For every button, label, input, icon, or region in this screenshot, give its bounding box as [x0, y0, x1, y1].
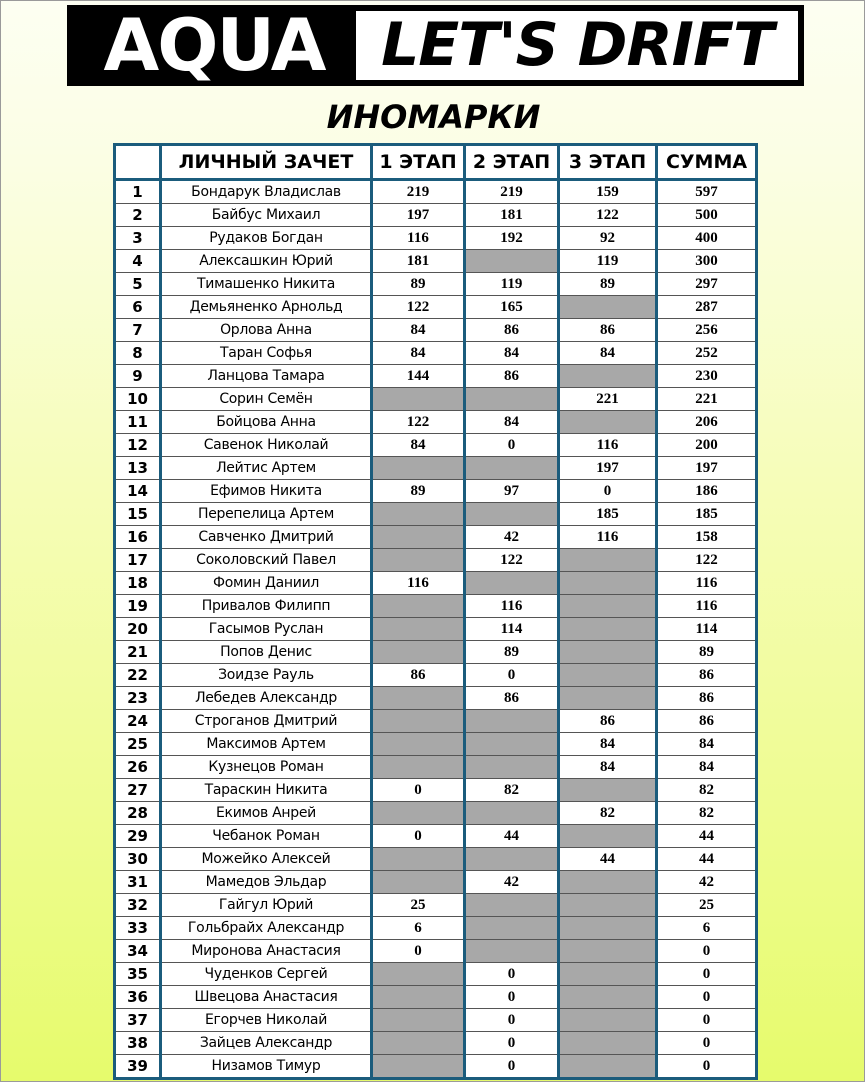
position-cell: 16 — [115, 526, 161, 549]
driver-name-cell: Ланцова Тамара — [161, 365, 372, 388]
stage-2-score-cell: 84 — [465, 411, 559, 434]
table-row — [115, 480, 757, 503]
total-score-cell: 44 — [657, 848, 757, 871]
stage-3-score-cell: 197 — [559, 457, 657, 480]
stage-3-score-empty-cell — [559, 411, 657, 434]
total-score-cell: 0 — [657, 940, 757, 963]
table-row — [115, 1032, 757, 1055]
driver-name-cell: Сорин Семён — [161, 388, 372, 411]
stage-1-score-empty-cell — [372, 710, 465, 733]
stage-1-score-empty-cell — [372, 1055, 465, 1079]
stage-1-score-cell: 122 — [372, 296, 465, 319]
driver-name-cell: Мамедов Эльдар — [161, 871, 372, 894]
stage-1-score-empty-cell — [372, 641, 465, 664]
stage-2-score-cell: 97 — [465, 480, 559, 503]
stage-3-score-empty-cell — [559, 1055, 657, 1079]
total-score-cell: 84 — [657, 756, 757, 779]
total-score-cell: 86 — [657, 710, 757, 733]
header-stage-3: 3 ЭТАП — [559, 145, 657, 180]
position-cell: 36 — [115, 986, 161, 1009]
position-cell: 6 — [115, 296, 161, 319]
stage-2-score-cell: 0 — [465, 986, 559, 1009]
stage-3-score-empty-cell — [559, 595, 657, 618]
table-row — [115, 894, 757, 917]
stage-1-score-empty-cell — [372, 503, 465, 526]
total-score-cell: 185 — [657, 503, 757, 526]
stage-1-score-cell: 25 — [372, 894, 465, 917]
stage-2-score-cell: 192 — [465, 227, 559, 250]
table-row — [115, 411, 757, 434]
stage-3-score-cell: 84 — [559, 342, 657, 365]
total-score-cell: 122 — [657, 549, 757, 572]
position-cell: 39 — [115, 1055, 161, 1079]
driver-name-cell: Орлова Анна — [161, 319, 372, 342]
stage-1-score-cell: 0 — [372, 779, 465, 802]
position-cell: 7 — [115, 319, 161, 342]
stage-1-score-empty-cell — [372, 1032, 465, 1055]
driver-name-cell: Можейко Алексей — [161, 848, 372, 871]
stage-3-score-empty-cell — [559, 641, 657, 664]
driver-name-cell: Привалов Филипп — [161, 595, 372, 618]
header-stage-2: 2 ЭТАП — [465, 145, 559, 180]
total-score-cell: 0 — [657, 986, 757, 1009]
stage-3-score-cell: 116 — [559, 434, 657, 457]
position-cell: 32 — [115, 894, 161, 917]
stage-2-score-empty-cell — [465, 572, 559, 595]
position-cell: 21 — [115, 641, 161, 664]
stage-2-score-empty-cell — [465, 848, 559, 871]
stage-2-score-cell: 181 — [465, 204, 559, 227]
total-score-cell: 114 — [657, 618, 757, 641]
stage-1-score-cell: 0 — [372, 940, 465, 963]
stage-1-score-cell: 122 — [372, 411, 465, 434]
table-row — [115, 687, 757, 710]
stage-2-score-empty-cell — [465, 894, 559, 917]
total-score-cell: 597 — [657, 180, 757, 204]
stage-3-score-empty-cell — [559, 871, 657, 894]
stage-2-score-cell: 0 — [465, 1009, 559, 1032]
driver-name-cell: Низамов Тимур — [161, 1055, 372, 1079]
stage-1-score-empty-cell — [372, 549, 465, 572]
table-row — [115, 388, 757, 411]
driver-name-cell: Чебанок Роман — [161, 825, 372, 848]
driver-name-cell: Бойцова Анна — [161, 411, 372, 434]
stage-2-score-empty-cell — [465, 457, 559, 480]
stage-2-score-empty-cell — [465, 940, 559, 963]
driver-name-cell: Перепелица Артем — [161, 503, 372, 526]
position-cell: 25 — [115, 733, 161, 756]
stage-3-score-empty-cell — [559, 917, 657, 940]
driver-name-cell: Савенок Николай — [161, 434, 372, 457]
total-score-cell: 0 — [657, 1055, 757, 1079]
table-header-row — [115, 145, 757, 180]
stage-2-score-cell: 42 — [465, 526, 559, 549]
driver-name-cell: Швецова Анастасия — [161, 986, 372, 1009]
total-score-cell: 0 — [657, 1009, 757, 1032]
driver-name-cell: Савченко Дмитрий — [161, 526, 372, 549]
total-score-cell: 86 — [657, 687, 757, 710]
position-cell: 23 — [115, 687, 161, 710]
position-cell: 4 — [115, 250, 161, 273]
table-row — [115, 664, 757, 687]
stage-3-score-empty-cell — [559, 549, 657, 572]
driver-name-cell: Максимов Артем — [161, 733, 372, 756]
table-row — [115, 273, 757, 296]
stage-2-score-cell: 0 — [465, 963, 559, 986]
stage-2-score-cell: 116 — [465, 595, 559, 618]
stage-1-score-cell: 84 — [372, 319, 465, 342]
position-cell: 26 — [115, 756, 161, 779]
driver-name-cell: Чуденков Сергей — [161, 963, 372, 986]
table-row — [115, 779, 757, 802]
table-row — [115, 940, 757, 963]
driver-name-cell: Фомин Даниил — [161, 572, 372, 595]
table-row — [115, 618, 757, 641]
position-cell: 5 — [115, 273, 161, 296]
driver-name-cell: Тимашенко Никита — [161, 273, 372, 296]
position-cell: 3 — [115, 227, 161, 250]
table-row — [115, 457, 757, 480]
header-stage-1: 1 ЭТАП — [372, 145, 465, 180]
stage-1-score-cell: 116 — [372, 227, 465, 250]
stage-2-score-cell: 119 — [465, 273, 559, 296]
stage-2-score-cell: 0 — [465, 1055, 559, 1079]
stage-1-score-cell: 197 — [372, 204, 465, 227]
table-row — [115, 710, 757, 733]
table-row — [115, 227, 757, 250]
table-row — [115, 802, 757, 825]
driver-name-cell: Таран Софья — [161, 342, 372, 365]
table-row — [115, 180, 757, 204]
stage-3-score-cell: 89 — [559, 273, 657, 296]
stage-1-score-cell: 86 — [372, 664, 465, 687]
total-score-cell: 0 — [657, 1032, 757, 1055]
stage-1-score-empty-cell — [372, 756, 465, 779]
table-row — [115, 825, 757, 848]
position-cell: 10 — [115, 388, 161, 411]
driver-name-cell: Строганов Дмитрий — [161, 710, 372, 733]
stage-3-score-cell: 185 — [559, 503, 657, 526]
table-row — [115, 756, 757, 779]
position-cell: 35 — [115, 963, 161, 986]
standings-body — [115, 180, 757, 1079]
table-row — [115, 296, 757, 319]
stage-2-score-empty-cell — [465, 503, 559, 526]
stage-2-score-cell: 219 — [465, 180, 559, 204]
stage-2-score-empty-cell — [465, 802, 559, 825]
stage-3-score-cell: 116 — [559, 526, 657, 549]
stage-2-score-cell: 0 — [465, 1032, 559, 1055]
stage-2-score-cell: 114 — [465, 618, 559, 641]
stage-1-score-cell: 84 — [372, 342, 465, 365]
stage-1-score-cell: 116 — [372, 572, 465, 595]
stage-1-score-cell: 144 — [372, 365, 465, 388]
stage-2-score-cell: 44 — [465, 825, 559, 848]
total-score-cell: 84 — [657, 733, 757, 756]
stage-3-score-cell: 86 — [559, 319, 657, 342]
stage-1-score-empty-cell — [372, 457, 465, 480]
stage-1-score-empty-cell — [372, 1009, 465, 1032]
total-score-cell: 221 — [657, 388, 757, 411]
stage-1-score-cell: 181 — [372, 250, 465, 273]
stage-3-score-empty-cell — [559, 296, 657, 319]
total-score-cell: 500 — [657, 204, 757, 227]
table-row — [115, 572, 757, 595]
stage-2-score-cell: 89 — [465, 641, 559, 664]
position-cell: 18 — [115, 572, 161, 595]
total-score-cell: 197 — [657, 457, 757, 480]
stage-3-score-empty-cell — [559, 687, 657, 710]
total-score-cell: 158 — [657, 526, 757, 549]
stage-3-score-cell: 0 — [559, 480, 657, 503]
stage-1-score-cell: 219 — [372, 180, 465, 204]
stage-2-score-cell: 0 — [465, 664, 559, 687]
stage-1-score-empty-cell — [372, 687, 465, 710]
position-cell: 11 — [115, 411, 161, 434]
stage-1-score-cell: 6 — [372, 917, 465, 940]
stage-2-score-cell: 42 — [465, 871, 559, 894]
driver-name-cell: Гайгул Юрий — [161, 894, 372, 917]
table-row — [115, 434, 757, 457]
stage-3-score-cell: 92 — [559, 227, 657, 250]
driver-name-cell: Лейтис Артем — [161, 457, 372, 480]
driver-name-cell: Егорчев Николай — [161, 1009, 372, 1032]
driver-name-cell: Попов Денис — [161, 641, 372, 664]
driver-name-cell: Ефимов Никита — [161, 480, 372, 503]
total-score-cell: 300 — [657, 250, 757, 273]
total-score-cell: 116 — [657, 595, 757, 618]
stage-3-score-empty-cell — [559, 618, 657, 641]
table-row — [115, 526, 757, 549]
stage-1-score-empty-cell — [372, 802, 465, 825]
position-cell: 31 — [115, 871, 161, 894]
stage-2-score-cell: 86 — [465, 687, 559, 710]
stage-1-score-cell: 89 — [372, 273, 465, 296]
stage-3-score-cell: 84 — [559, 733, 657, 756]
position-cell: 28 — [115, 802, 161, 825]
position-cell: 9 — [115, 365, 161, 388]
stage-3-score-empty-cell — [559, 1032, 657, 1055]
stage-1-score-empty-cell — [372, 871, 465, 894]
stage-1-score-empty-cell — [372, 526, 465, 549]
position-cell: 30 — [115, 848, 161, 871]
stage-1-score-empty-cell — [372, 388, 465, 411]
position-cell: 12 — [115, 434, 161, 457]
header-name: ЛИЧНЫЙ ЗАЧЕТ — [161, 145, 372, 180]
event-logo — [67, 5, 804, 86]
table-row — [115, 319, 757, 342]
stage-3-score-empty-cell — [559, 940, 657, 963]
position-cell: 15 — [115, 503, 161, 526]
table-row — [115, 549, 757, 572]
stage-2-score-empty-cell — [465, 250, 559, 273]
stage-2-score-cell: 165 — [465, 296, 559, 319]
position-cell: 1 — [115, 180, 161, 204]
stage-3-score-empty-cell — [559, 986, 657, 1009]
total-score-cell: 82 — [657, 779, 757, 802]
total-score-cell: 42 — [657, 871, 757, 894]
position-cell: 20 — [115, 618, 161, 641]
total-score-cell: 44 — [657, 825, 757, 848]
position-cell: 27 — [115, 779, 161, 802]
driver-name-cell: Миронова Анастасия — [161, 940, 372, 963]
stage-3-score-cell: 122 — [559, 204, 657, 227]
table-row — [115, 342, 757, 365]
total-score-cell: 206 — [657, 411, 757, 434]
table-row — [115, 963, 757, 986]
position-cell: 29 — [115, 825, 161, 848]
driver-name-cell: Лебедев Александр — [161, 687, 372, 710]
driver-name-cell: Демьяненко Арнольд — [161, 296, 372, 319]
table-row — [115, 848, 757, 871]
standings-table — [113, 143, 758, 1080]
total-score-cell: 116 — [657, 572, 757, 595]
header-total: СУММА — [657, 145, 757, 180]
driver-name-cell: Бондарук Владислав — [161, 180, 372, 204]
position-cell: 13 — [115, 457, 161, 480]
table-row — [115, 250, 757, 273]
driver-name-cell: Гасымов Руслан — [161, 618, 372, 641]
total-score-cell: 256 — [657, 319, 757, 342]
logo-aqua-text: AQUA — [103, 3, 325, 87]
total-score-cell: 82 — [657, 802, 757, 825]
table-row — [115, 871, 757, 894]
stage-3-score-cell: 82 — [559, 802, 657, 825]
stage-1-score-empty-cell — [372, 848, 465, 871]
stage-3-score-cell: 119 — [559, 250, 657, 273]
table-row — [115, 733, 757, 756]
header-position — [115, 145, 161, 180]
driver-name-cell: Екимов Анрей — [161, 802, 372, 825]
driver-name-cell: Соколовский Павел — [161, 549, 372, 572]
stage-3-score-empty-cell — [559, 572, 657, 595]
total-score-cell: 6 — [657, 917, 757, 940]
driver-name-cell: Рудаков Богдан — [161, 227, 372, 250]
driver-name-cell: Гольбрайх Александр — [161, 917, 372, 940]
stage-3-score-cell: 86 — [559, 710, 657, 733]
stage-3-score-cell: 221 — [559, 388, 657, 411]
table-row — [115, 917, 757, 940]
stage-2-score-empty-cell — [465, 917, 559, 940]
stage-3-score-empty-cell — [559, 664, 657, 687]
position-cell: 2 — [115, 204, 161, 227]
table-row — [115, 1055, 757, 1079]
total-score-cell: 200 — [657, 434, 757, 457]
stage-3-score-empty-cell — [559, 365, 657, 388]
table-row — [115, 365, 757, 388]
table-row — [115, 595, 757, 618]
stage-2-score-empty-cell — [465, 733, 559, 756]
table-row — [115, 641, 757, 664]
stage-1-score-cell: 89 — [372, 480, 465, 503]
driver-name-cell: Алексашкин Юрий — [161, 250, 372, 273]
total-score-cell: 186 — [657, 480, 757, 503]
table-row — [115, 986, 757, 1009]
total-score-cell: 287 — [657, 296, 757, 319]
total-score-cell: 25 — [657, 894, 757, 917]
position-cell: 37 — [115, 1009, 161, 1032]
position-cell: 14 — [115, 480, 161, 503]
total-score-cell: 0 — [657, 963, 757, 986]
stage-2-score-cell: 82 — [465, 779, 559, 802]
stage-1-score-empty-cell — [372, 963, 465, 986]
position-cell: 22 — [115, 664, 161, 687]
total-score-cell: 89 — [657, 641, 757, 664]
stage-3-score-cell: 159 — [559, 180, 657, 204]
stage-3-score-cell: 84 — [559, 756, 657, 779]
stage-1-score-empty-cell — [372, 986, 465, 1009]
stage-2-score-cell: 86 — [465, 319, 559, 342]
position-cell: 19 — [115, 595, 161, 618]
driver-name-cell: Байбус Михаил — [161, 204, 372, 227]
stage-2-score-cell: 86 — [465, 365, 559, 388]
position-cell: 8 — [115, 342, 161, 365]
stage-2-score-cell: 122 — [465, 549, 559, 572]
driver-name-cell: Зайцев Александр — [161, 1032, 372, 1055]
stage-1-score-cell: 0 — [372, 825, 465, 848]
stage-3-score-empty-cell — [559, 779, 657, 802]
stage-3-score-empty-cell — [559, 1009, 657, 1032]
total-score-cell: 252 — [657, 342, 757, 365]
table-row — [115, 204, 757, 227]
position-cell: 24 — [115, 710, 161, 733]
stage-3-score-empty-cell — [559, 963, 657, 986]
driver-name-cell: Тараскин Никита — [161, 779, 372, 802]
driver-name-cell: Кузнецов Роман — [161, 756, 372, 779]
stage-3-score-empty-cell — [559, 825, 657, 848]
position-cell: 34 — [115, 940, 161, 963]
stage-3-score-empty-cell — [559, 894, 657, 917]
table-row — [115, 1009, 757, 1032]
stage-1-score-empty-cell — [372, 733, 465, 756]
stage-1-score-empty-cell — [372, 595, 465, 618]
section-title: ИНОМАРКИ — [326, 98, 541, 136]
stage-2-score-empty-cell — [465, 388, 559, 411]
stage-3-score-cell: 44 — [559, 848, 657, 871]
total-score-cell: 297 — [657, 273, 757, 296]
position-cell: 38 — [115, 1032, 161, 1055]
table-row — [115, 503, 757, 526]
position-cell: 17 — [115, 549, 161, 572]
stage-1-score-cell: 84 — [372, 434, 465, 457]
stage-2-score-cell: 0 — [465, 434, 559, 457]
driver-name-cell: Зоидзе Рауль — [161, 664, 372, 687]
total-score-cell: 86 — [657, 664, 757, 687]
total-score-cell: 400 — [657, 227, 757, 250]
stage-2-score-cell: 84 — [465, 342, 559, 365]
logo-lets-drift-text: LET'S DRIFT — [356, 11, 798, 80]
total-score-cell: 230 — [657, 365, 757, 388]
stage-2-score-empty-cell — [465, 756, 559, 779]
stage-2-score-empty-cell — [465, 710, 559, 733]
position-cell: 33 — [115, 917, 161, 940]
stage-1-score-empty-cell — [372, 618, 465, 641]
